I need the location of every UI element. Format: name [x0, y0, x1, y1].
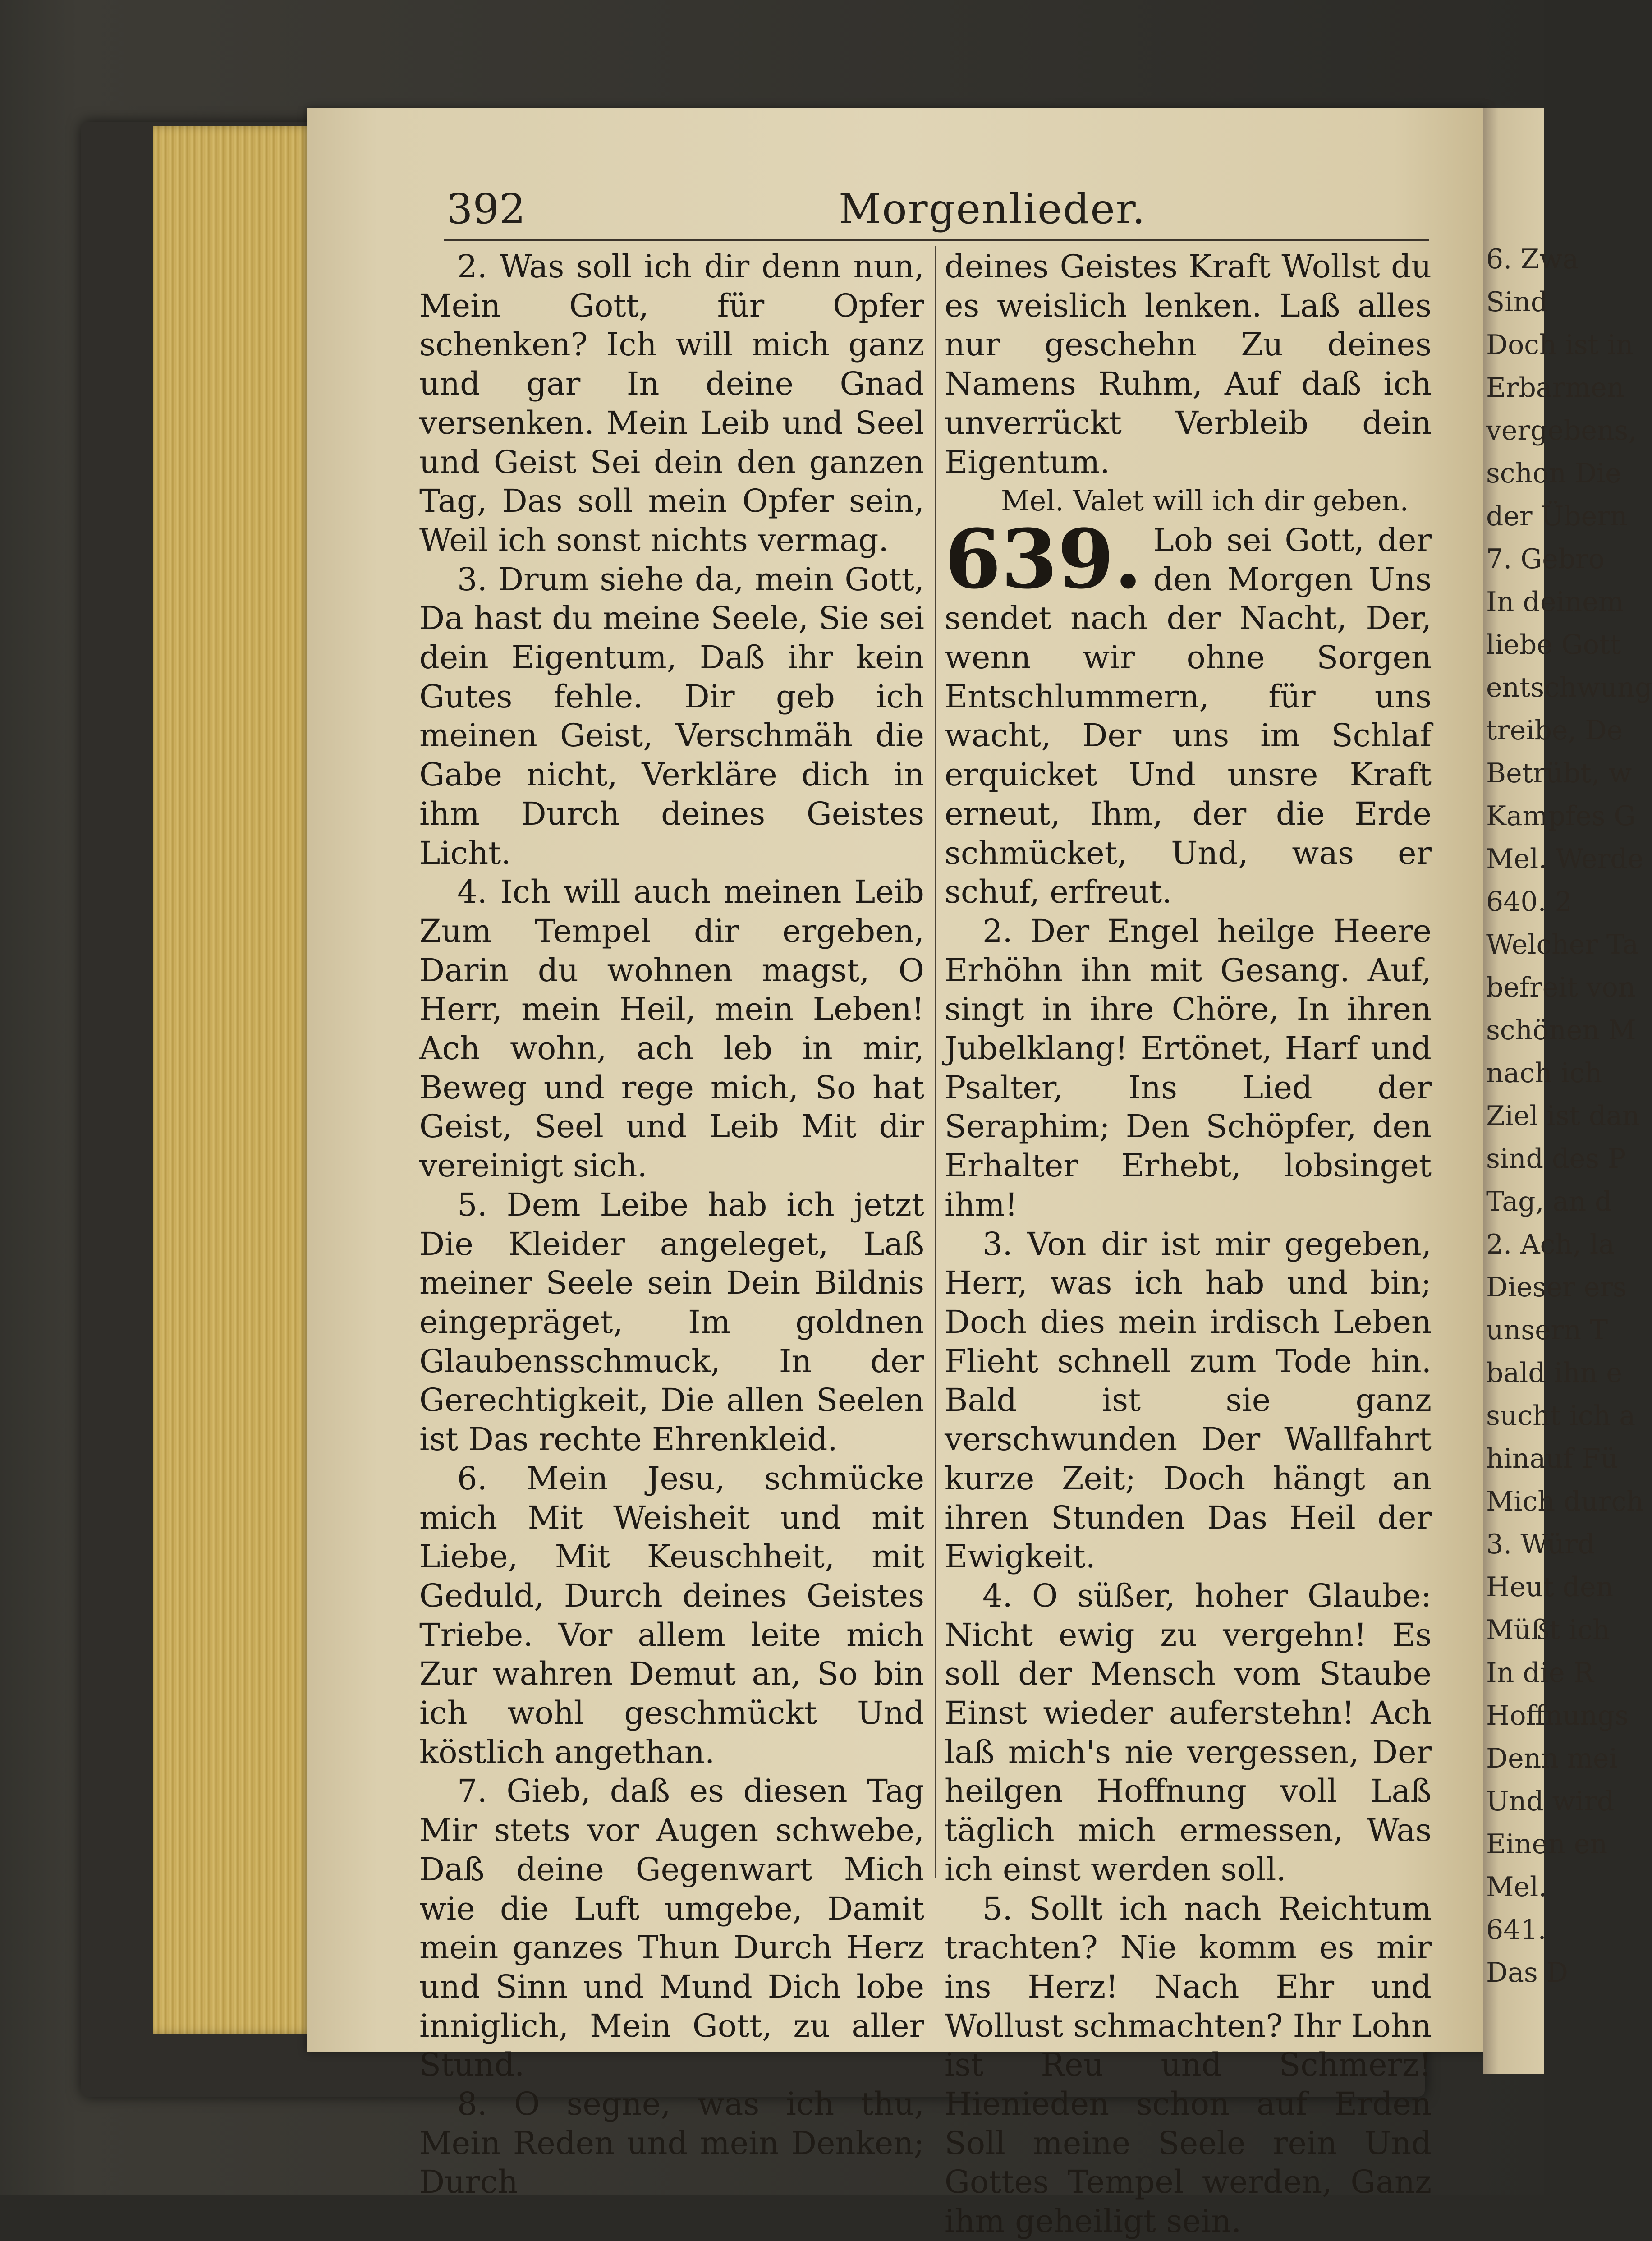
next-page-fragment: Mel. Werde [1486, 843, 1644, 875]
hymn-first-stanza: Lob sei Gott, der den Morgen Uns sendet nach der Nacht, Der, wenn wir ohne Sorgen Entschlummern, für uns wacht, Der uns im Schlaf erquicket Und unsre Kraft erneut, Ihm, der die Erde schmücket, Und, was er schuf, erfreut. [945, 521, 1432, 911]
next-page-fragment: Heut den [1486, 1571, 1614, 1603]
next-page-fragment: Welcher Ta [1486, 929, 1639, 960]
next-page-fragment: treibe, De [1486, 715, 1623, 746]
stanza: 6. Mein Jesu, schmücke mich Mit Weisheit und mit Liebe, Mit Keuschheit, mit Geduld, Durch deines Geistes Triebe. Vor allem leite mich Zur wahren Demut an, So bin ich wohl geschmückt Und köstlich angethan. [419, 1460, 924, 1771]
stanza-continuation: deines Geistes Kraft Wollst du es weislich lenken. Laß alles nur geschehn Zu deines Namens Ruhm, Auf daß ich unverrückt Verbleib dein Eigentum. [945, 248, 1432, 481]
next-page-fragment: befreit von [1486, 972, 1636, 1003]
stanza: 3. Drum siehe da, mein Gott, Da hast du meine Seele, Sie sei dein Eigentum, Daß ihr kein Gutes fehle. Dir geb ich meinen Geist, Verschmäh die Gabe nicht, Verkläre dich in ihm Durch deines Geistes Licht. [419, 560, 924, 872]
next-page-fragment: Hoffnungs [1486, 1700, 1629, 1731]
next-page-fragment: schon Die [1486, 458, 1621, 489]
stanza: 3. Von dir ist mir gegeben, Herr, was ich hab und bin; Doch dies mein irdisch Leben Flieht schnell zum Tode hin. Bald ist sie ganz verschwunden Der Wallfahrt kurze Zeit; Doch hängt an ihren Stunden Das Heil der Ewigkeit. [945, 1225, 1432, 1575]
next-page-fragment: unsern T [1486, 1314, 1608, 1346]
next-page-fragment: Und wird [1486, 1786, 1615, 1817]
next-page-fragment: 6. Zwa [1486, 243, 1579, 275]
next-page-fragment: Einen en [1486, 1828, 1608, 1860]
next-page-fragment: Tag, an d [1486, 1186, 1612, 1217]
stanza: 8. O segne, was ich thu, Mein Reden und mein Denken; Durch [419, 2085, 924, 2201]
stanza: 4. O süßer, hoher Glaube: Nicht ewig zu vergehn! Es soll der Mensch vom Staube Einst wieder auferstehn! Ach laß mich's nie vergessen, Der heilgen Hoffnung voll Laß täglich mich ermessen, Was ich einst werden soll. [945, 1577, 1432, 1888]
stanza: 5. Dem Leibe hab ich jetzt Die Kleider angeleget, Laß meiner Seele sein Dein Bildnis eingepräget, Im goldnen Glaubensschmuck, In der Gerechtigkeit, Die allen Seelen ist Das rechte Ehrenkleid. [419, 1186, 924, 1458]
running-title: Morgenlieder. [839, 185, 1146, 233]
next-page-fragment: 640. 2 [1486, 886, 1572, 918]
stanza: 7. Gieb, daß es diesen Tag Mir stets vor Augen schwebe, Daß deine Gegenwart Mich wie die Luft umgebe, Damit mein ganzes Thun Durch Herz und Sinn und Mund Dich lobe inniglich, Mein Gott, zu aller Stund. [419, 1773, 924, 2084]
next-page-fragment: schönen M [1486, 1015, 1636, 1046]
next-page-fragment: sind des P [1486, 1143, 1626, 1175]
next-page-fragment: entschwung [1486, 672, 1652, 703]
next-page-fragment: Mich durch [1486, 1486, 1644, 1517]
next-page-fragment: Mel. [1486, 1871, 1547, 1903]
next-page-fragment: 2. Ach, la [1486, 1229, 1615, 1260]
next-page-fragment: Kampfes G [1486, 800, 1636, 832]
left-column [419, 247, 924, 2202]
next-page-fragment: vergebens, [1486, 415, 1637, 446]
stanza: 2. Der Engel heilge Heere Erhöhn ihn mit Gesang. Auf, singt in ihre Chöre, In ihren Jubelklang! Ertönet, Harf und Psalter, Ins Lied der Seraphim; Den Schöpfer, den Erhalter Erhebt, lobsinget ihm! [945, 912, 1432, 1223]
stanza: 5. Sollt ich nach Reichtum trachten? Nie komm es mir ins Herz! Nach Ehr und Wollust schmachten? Ihr Lohn ist Reu und Schmerz! Hienieden schon auf Erden Soll meine Seele rein Und Gottes Tempel werden, Ganz ihm geheiligt sein. [945, 1890, 1432, 2240]
next-page-fragment: 7. Gebro [1486, 543, 1605, 575]
stanza: 2. Was soll ich dir denn nun, Mein Gott, für Opfer schenken? Ich will mich ganz und gar In deine Gnad versenken. Mein Leib und Seel und Geist Sei dein den ganzen Tag, Das soll mein Opfer sein, Weil ich sonst nichts vermag. [419, 248, 924, 559]
next-page-fragment: In die R [1486, 1657, 1594, 1689]
next-page-fragment: Müßt ich [1486, 1614, 1610, 1646]
next-page-strip [1483, 108, 1652, 2074]
page-header [446, 185, 1416, 234]
next-page-fragment: 3. Würd [1486, 1529, 1595, 1560]
next-page-fragment: Ziel ist dan [1486, 1100, 1640, 1132]
next-page-fragment: Betrübt, w [1486, 758, 1632, 789]
next-page-fragment: Sind [1486, 286, 1548, 318]
page-number: 392 [446, 185, 526, 233]
next-page-fragment: der Übern [1486, 501, 1628, 532]
next-page-fragment: 641. [1486, 1914, 1546, 1946]
next-page-fragment: sucht ich a [1486, 1400, 1636, 1432]
hymn-number: 639. [945, 511, 1143, 607]
hymn-639 [945, 511, 1432, 912]
next-page-fragment: In deinem [1486, 586, 1624, 618]
next-page-fragment: Erbarmen [1486, 372, 1624, 404]
right-column [945, 247, 1432, 2241]
stanza: 4. Ich will auch meinen Leib Zum Tempel dir ergeben, Darin du wohnen magst, O Herr, mein Heil, mein Leben! Ach wohn, ach leb in mir, Beweg und rege mich, So hat Geist, Seel und Leib Mit dir vereinigt sich. [419, 873, 924, 1185]
next-page-fragment: liebe Gott [1486, 629, 1621, 661]
header-rule [444, 239, 1429, 241]
column-divider [935, 246, 936, 1878]
next-page-fragment: nach ich [1486, 1057, 1602, 1089]
next-page-fragment: Das D [1486, 1957, 1568, 1988]
next-page-fragment: bald ihn e [1486, 1357, 1622, 1389]
next-page-fragment: Denn mei [1486, 1743, 1618, 1774]
melody-note: Mel. Valet will ich dir geben. [1001, 484, 1409, 518]
next-page-fragment: Doch ist in [1486, 329, 1634, 361]
next-page-fragment: Dieser ers [1486, 1272, 1627, 1303]
next-page-fragment: hinauf Fü [1486, 1443, 1618, 1474]
page-edges [153, 126, 316, 2034]
